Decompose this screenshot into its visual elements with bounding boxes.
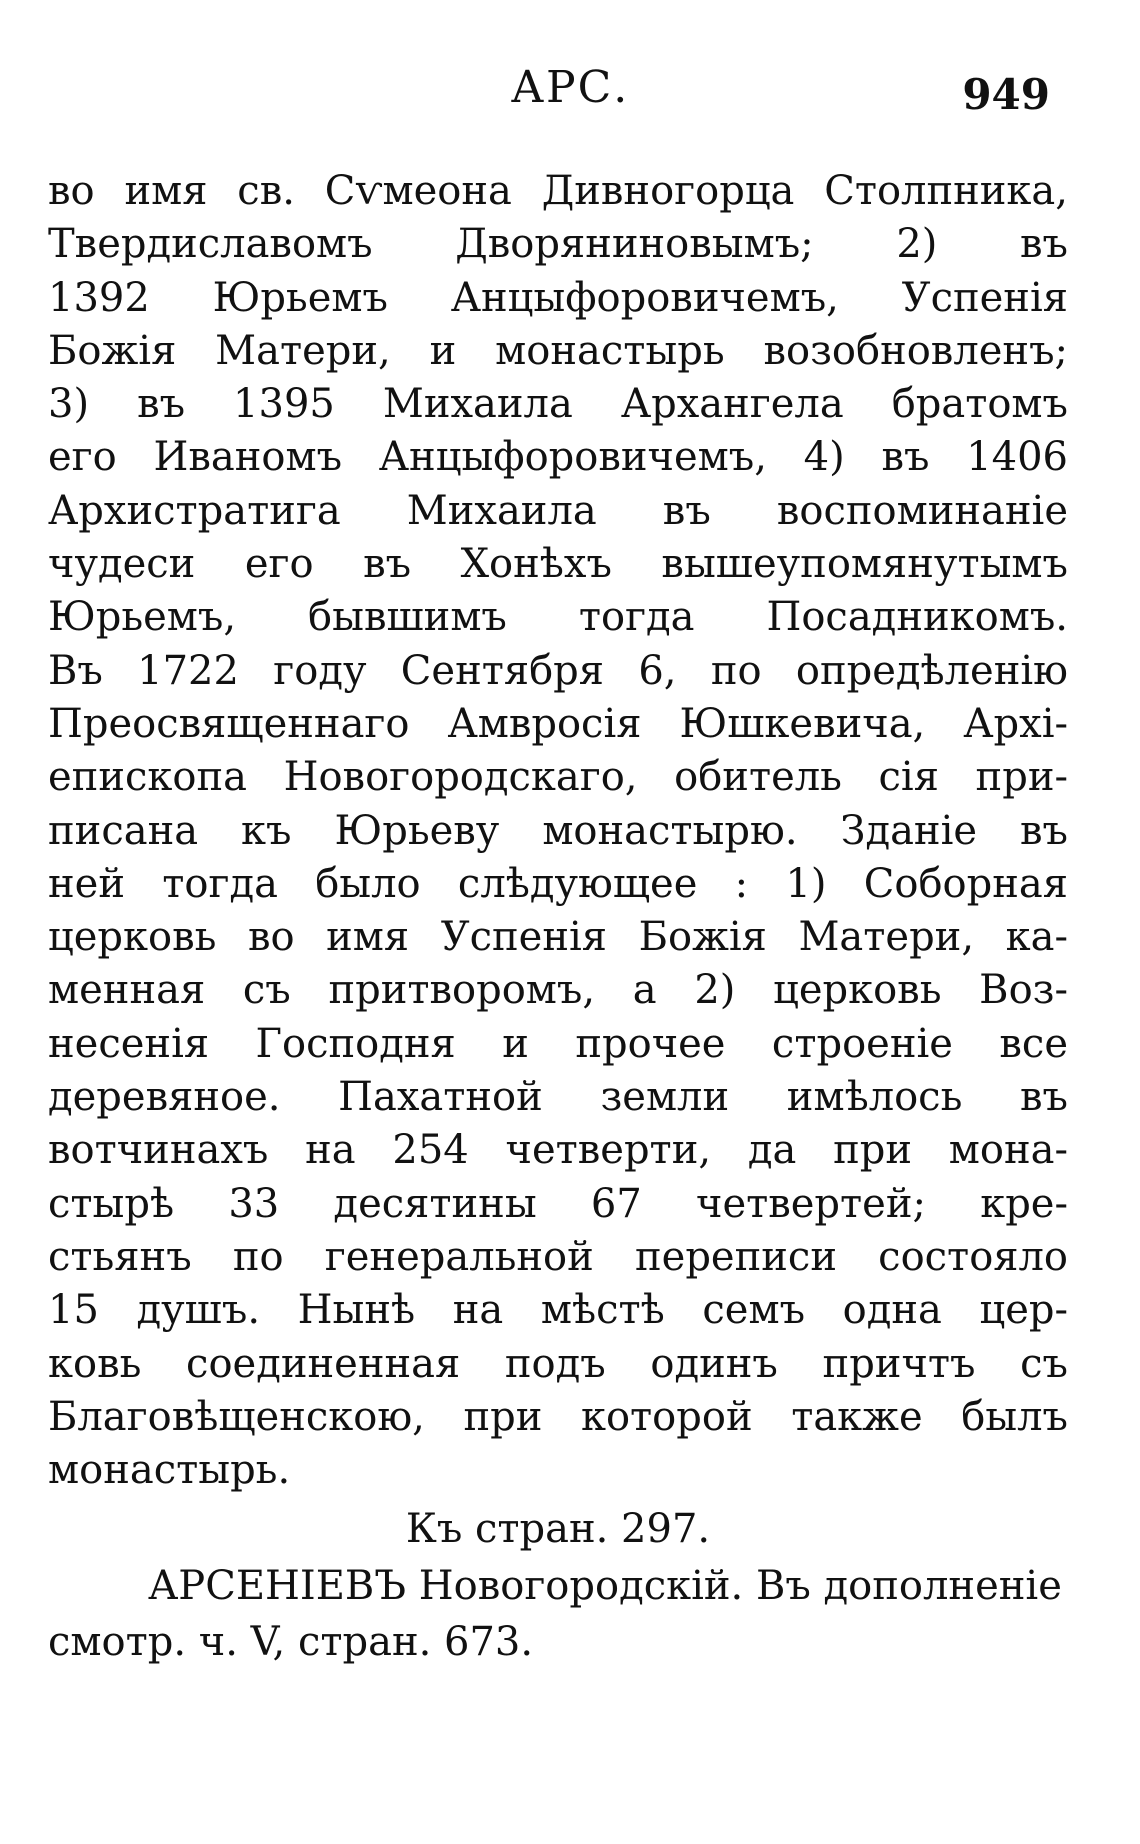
text-line: во имя св. Сѵмеона Дивногорца Столпника, bbox=[48, 168, 1068, 214]
text-line: монастырь. bbox=[48, 1447, 291, 1494]
text-line: Преосвященнаго Амвросія Юшкевича, Архі- bbox=[48, 700, 1068, 747]
entry-line: АРСЕНІЕВЪ Новогородскій. Въ дополненіе bbox=[148, 1563, 1062, 1609]
text-line: церковь во имя Успенія Божія Матери, ка- bbox=[48, 914, 1068, 961]
text-line: писана къ Юрьеву монастырю. Зданіе въ bbox=[48, 807, 1068, 854]
entry-line: смотр. ч. V, стран. 673. bbox=[48, 1619, 534, 1665]
body-text bbox=[48, 165, 1068, 1557]
text-line: Божія Матери, и монастырь возобновленъ; bbox=[48, 327, 1068, 374]
text-line: стырѣ 33 десятины 67 четвертей; кре- bbox=[48, 1180, 1068, 1227]
text-line: Архистратига Михаила въ воспоминаніе bbox=[48, 487, 1068, 534]
text-line: Въ 1722 году Сентября 6, по опредѣленію bbox=[48, 647, 1068, 694]
text-line: 3) въ 1395 Михаила Архангела братомъ bbox=[48, 381, 1068, 428]
text-line: ковь соединенная подъ одинъ причтъ съ bbox=[48, 1340, 1068, 1387]
text-line: Благовѣщенскою, при которой также былъ bbox=[48, 1393, 1068, 1440]
page-reference: Къ стран. 297. bbox=[405, 1506, 711, 1553]
text-line: Твердиславомъ Дворяниновымъ; 2) въ bbox=[48, 221, 1068, 268]
page-header bbox=[0, 62, 1140, 122]
running-head: АРС. bbox=[510, 62, 630, 113]
page-number: 949 bbox=[962, 70, 1050, 119]
text-line: менная съ притворомъ, а 2) церковь Воз- bbox=[48, 967, 1068, 1014]
text-line: ней тогда было слѣдующее : 1) Соборная bbox=[48, 860, 1068, 907]
text-line: Юрьемъ, бывшимъ тогда Посадникомъ. bbox=[48, 594, 1068, 641]
text-line: епископа Новогородскаго, обитель сія при- bbox=[48, 754, 1068, 801]
dictionary-entry bbox=[48, 1558, 1068, 1670]
text-line: 15 душъ. Нынѣ на мѣстѣ семъ одна цер- bbox=[48, 1287, 1068, 1334]
text-line: деревяное. Пахатной земли имѣлось въ bbox=[48, 1074, 1068, 1121]
text-line: его Иваномъ Анцыфоровичемъ, 4) въ 1406 bbox=[48, 434, 1068, 481]
text-line: вотчинахъ на 254 четверти, да при мона- bbox=[48, 1127, 1068, 1174]
text-line: несенія Господня и прочее строеніе все bbox=[48, 1020, 1068, 1067]
text-line: 1392 Юрьемъ Анцыфоровичемъ, Успенія bbox=[48, 274, 1068, 321]
text-line: чудеси его въ Хонѣхъ вышеупомянутымъ bbox=[48, 541, 1068, 588]
text-line: стьянъ по генеральной переписи состояло bbox=[48, 1233, 1068, 1280]
